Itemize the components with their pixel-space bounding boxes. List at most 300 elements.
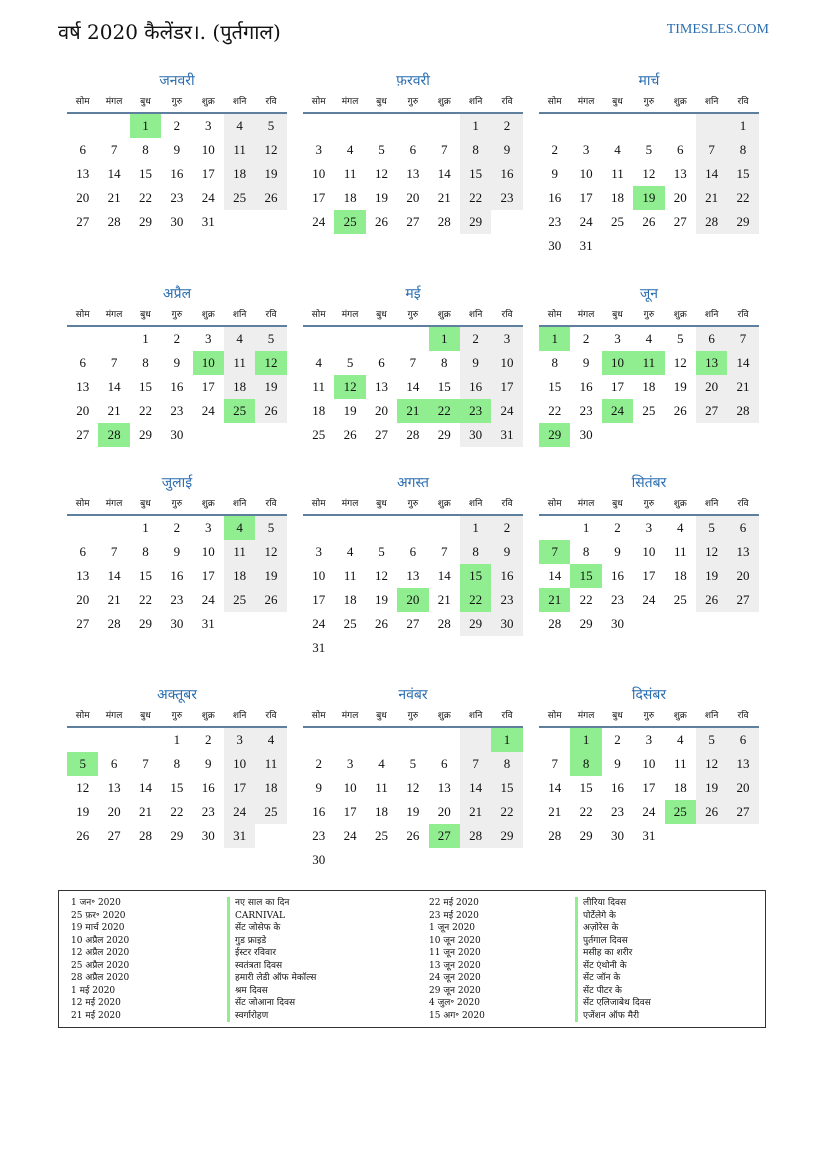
empty-cell — [67, 728, 98, 752]
weekday-label: बुध — [612, 97, 623, 107]
weekday-label: बुध — [140, 711, 151, 721]
day-cell: 27 — [76, 616, 90, 631]
day-cell: 27 — [76, 214, 90, 229]
weekday-header — [303, 305, 523, 327]
day-cell: 1 — [460, 516, 491, 540]
day-cell: 16 — [460, 375, 491, 399]
day-cell: 4 — [224, 114, 255, 138]
weekday-label: सोम — [75, 499, 90, 509]
day-cell: 4 — [378, 756, 385, 771]
weekday-label: रवि — [501, 711, 513, 721]
day-cell: 8 — [460, 138, 491, 162]
day-cell: 8 — [582, 544, 590, 559]
day-cell: 9 — [173, 355, 181, 370]
empty-cell — [397, 848, 428, 872]
day-cell: 21 — [460, 800, 491, 824]
day-cell: 21 — [437, 592, 451, 607]
legend-date: 10 जून 2020 — [429, 935, 481, 946]
day-cell: 27 — [374, 427, 388, 442]
weekday-label: बुध — [376, 499, 387, 509]
day-cell: 20 — [696, 375, 727, 399]
empty-cell — [397, 636, 428, 660]
day-cell: 5 — [645, 142, 653, 157]
day-cell: 14 — [138, 780, 152, 795]
month-block — [539, 472, 759, 636]
weekday-label: शुक्र — [201, 499, 215, 509]
day-cell: 23 — [312, 828, 326, 843]
month-name: जून — [639, 286, 659, 302]
day-cell: 24 — [312, 616, 326, 631]
day-cell: 28 — [107, 616, 121, 631]
weekday-label: रवि — [737, 711, 749, 721]
day-cell: 2 — [173, 520, 181, 535]
legend-date: 1 जन॰ 2020 — [71, 898, 121, 908]
day-cell: 29 — [437, 427, 451, 442]
day-cell: 24 — [201, 592, 215, 607]
day-cell: 6 — [79, 355, 86, 370]
day-cell: 25 — [343, 616, 357, 631]
day-cell: 28 — [460, 824, 491, 848]
day-cell: 17 — [642, 568, 656, 583]
empty-cell — [491, 210, 522, 234]
site-link[interactable]: TIMESLES.COM — [666, 22, 769, 37]
day-grid — [539, 327, 759, 447]
day-cell: 11 — [343, 568, 357, 583]
day-cell: 22 — [138, 403, 152, 418]
legend-holiday-name: पुर्तगाल दिवस — [575, 935, 651, 948]
day-cell: 21 — [696, 186, 727, 210]
day-cell: 18 — [224, 564, 255, 588]
day-grid — [67, 728, 287, 848]
weekday-label: मंगल — [105, 499, 123, 509]
day-cell: 6 — [79, 544, 86, 559]
day-cell: 25 — [224, 588, 255, 612]
day-cell: 23 — [491, 186, 522, 210]
holiday-day-cell: 4 — [224, 516, 255, 540]
day-cell: 18 — [343, 592, 357, 607]
holiday-day-cell: 21 — [539, 588, 570, 612]
empty-cell — [696, 612, 727, 636]
day-cell: 21 — [107, 592, 121, 607]
empty-cell — [397, 114, 428, 138]
day-cell: 5 — [378, 544, 385, 559]
weekday-label: गुरु — [407, 310, 419, 320]
day-cell: 2 — [205, 732, 212, 747]
day-cell: 10 — [201, 544, 215, 559]
holiday-day-cell: 29 — [539, 423, 570, 447]
weekday-label: गुरु — [171, 499, 183, 509]
weekday-label: रवि — [501, 499, 513, 509]
day-cell: 29 — [727, 210, 758, 234]
empty-cell — [429, 848, 460, 872]
weekday-label: गुरु — [643, 499, 655, 509]
day-cell: 31 — [491, 423, 522, 447]
day-cell: 7 — [110, 355, 118, 370]
empty-cell — [334, 848, 365, 872]
day-cell: 8 — [142, 544, 149, 559]
legend-date: 12 अप्रैल 2020 — [71, 948, 130, 958]
day-cell: 9 — [315, 780, 322, 795]
day-cell: 13 — [727, 540, 758, 564]
day-cell: 24 — [579, 214, 593, 229]
legend-holiday-name: अज़ोरेस के — [575, 922, 651, 935]
day-cell: 28 — [437, 616, 451, 631]
day-cell: 9 — [491, 540, 522, 564]
weekday-label: शुक्र — [201, 97, 215, 107]
holiday-day-cell: 13 — [696, 351, 727, 375]
day-cell: 13 — [406, 568, 420, 583]
day-cell: 20 — [673, 190, 687, 205]
day-cell: 19 — [696, 564, 727, 588]
legend-holiday-name: नए साल का दिन — [227, 897, 316, 910]
empty-cell — [429, 728, 460, 752]
weekday-header — [539, 494, 759, 516]
day-cell: 6 — [677, 142, 684, 157]
empty-cell — [67, 327, 98, 351]
day-cell: 12 — [76, 780, 90, 795]
day-cell: 3 — [346, 756, 354, 771]
day-cell: 7 — [696, 138, 727, 162]
day-cell: 13 — [673, 166, 687, 181]
weekday-header — [303, 706, 523, 728]
day-cell: 11 — [224, 351, 255, 375]
day-cell: 15 — [460, 162, 491, 186]
day-cell: 28 — [548, 616, 562, 631]
day-cell: 6 — [696, 327, 727, 351]
empty-cell — [633, 612, 664, 636]
weekday-label: सोम — [547, 310, 562, 320]
day-cell: 11 — [224, 138, 255, 162]
weekday-label: रवि — [501, 310, 513, 320]
day-cell: 29 — [579, 828, 593, 843]
empty-cell — [665, 824, 696, 848]
weekday-label: सोम — [75, 711, 90, 721]
day-cell: 17 — [491, 375, 522, 399]
day-cell: 2 — [173, 118, 181, 133]
empty-cell — [224, 210, 255, 234]
page-title: वर्ष 2020 कैलेंडर।. (पुर्तगाल) — [58, 20, 281, 44]
day-cell: 20 — [406, 190, 420, 205]
day-cell: 27 — [406, 214, 420, 229]
day-cell: 8 — [142, 355, 149, 370]
legend-holiday-name: सेंट जॉन के — [575, 972, 651, 985]
day-grid — [303, 327, 523, 447]
holiday-day-cell: 1 — [570, 728, 601, 752]
day-cell: 14 — [548, 568, 562, 583]
day-cell: 9 — [551, 166, 558, 181]
empty-cell — [491, 848, 522, 872]
day-cell: 6 — [409, 142, 417, 157]
day-cell: 5 — [378, 142, 385, 157]
day-cell: 17 — [579, 190, 593, 205]
day-cell: 14 — [437, 568, 451, 583]
weekday-label: बुध — [612, 310, 623, 320]
day-cell: 16 — [170, 166, 184, 181]
holiday-day-cell: 8 — [570, 752, 601, 776]
month-block — [539, 283, 759, 447]
day-cell: 29 — [138, 616, 152, 631]
empty-cell — [665, 234, 696, 258]
weekday-label: बुध — [140, 97, 151, 107]
day-cell: 30 — [610, 828, 624, 843]
day-cell: 4 — [614, 142, 621, 157]
day-cell: 2 — [173, 331, 181, 346]
day-cell: 10 — [642, 544, 656, 559]
day-cell: 21 — [727, 375, 758, 399]
day-cell: 30 — [170, 427, 184, 442]
day-cell: 12 — [406, 780, 420, 795]
empty-cell — [727, 612, 758, 636]
empty-cell — [98, 516, 129, 540]
day-cell: 20 — [107, 804, 121, 819]
weekday-label: मंगल — [105, 97, 123, 107]
empty-cell — [696, 114, 727, 138]
empty-cell — [397, 728, 428, 752]
weekday-label: शुक्र — [437, 97, 451, 107]
holiday-day-cell: 28 — [98, 423, 129, 447]
holiday-day-cell: 25 — [665, 800, 696, 824]
weekday-label: मंगल — [341, 711, 359, 721]
weekday-label: शुक्र — [673, 711, 687, 721]
day-cell: 17 — [201, 166, 215, 181]
day-cell: 2 — [551, 142, 558, 157]
day-cell: 13 — [76, 379, 90, 394]
day-cell: 30 — [491, 612, 522, 636]
day-cell: 8 — [173, 756, 181, 771]
day-grid — [67, 114, 287, 234]
day-cell: 25 — [673, 592, 687, 607]
weekday-label: गुरु — [407, 97, 419, 107]
empty-cell — [665, 114, 696, 138]
day-cell: 5 — [696, 516, 727, 540]
day-cell: 30 — [170, 616, 184, 631]
legend-date: 22 मई 2020 — [429, 898, 479, 908]
day-cell: 17 — [343, 804, 357, 819]
day-cell: 10 — [491, 351, 522, 375]
day-cell: 30 — [460, 423, 491, 447]
day-cell: 16 — [170, 568, 184, 583]
holiday-day-cell: 25 — [334, 210, 365, 234]
empty-cell — [193, 423, 224, 447]
legend-holiday-name: सेंट पीटर के — [575, 985, 651, 998]
day-grid — [539, 114, 759, 258]
weekday-label: मंगल — [577, 711, 595, 721]
empty-cell — [696, 423, 727, 447]
weekday-label: सोम — [311, 310, 326, 320]
day-cell: 24 — [312, 214, 326, 229]
weekday-label: शुक्र — [673, 499, 687, 509]
weekday-label: मंगल — [105, 310, 123, 320]
weekday-label: शुक्र — [437, 711, 451, 721]
weekday-label: शनि — [704, 97, 719, 107]
month-name: जुलाई — [161, 475, 193, 491]
day-cell: 7 — [441, 544, 448, 559]
day-cell: 10 — [642, 756, 656, 771]
empty-cell — [334, 114, 365, 138]
month-block — [303, 70, 523, 234]
day-cell: 9 — [173, 544, 181, 559]
weekday-label: बुध — [140, 499, 151, 509]
weekday-label: शनि — [704, 310, 719, 320]
empty-cell — [633, 234, 664, 258]
day-cell: 19 — [255, 564, 286, 588]
day-cell: 18 — [374, 804, 388, 819]
day-cell: 28 — [727, 399, 758, 423]
weekday-label: रवि — [265, 711, 277, 721]
day-cell: 24 — [224, 800, 255, 824]
day-cell: 9 — [491, 138, 522, 162]
day-cell: 8 — [491, 752, 522, 776]
day-cell: 21 — [107, 403, 121, 418]
day-cell: 19 — [374, 592, 388, 607]
day-cell: 15 — [138, 379, 152, 394]
empty-cell — [98, 114, 129, 138]
day-cell: 6 — [409, 544, 417, 559]
month-block — [303, 283, 523, 447]
day-cell: 29 — [491, 824, 522, 848]
legend-date: 11 जून 2020 — [429, 948, 481, 958]
weekday-label: मंगल — [577, 499, 595, 509]
holiday-day-cell: 11 — [633, 351, 664, 375]
legend-date: 21 मई 2020 — [71, 1010, 121, 1021]
day-cell: 13 — [437, 780, 451, 795]
day-grid — [67, 516, 287, 636]
day-cell: 6 — [441, 756, 448, 771]
day-cell: 5 — [255, 114, 286, 138]
day-cell: 2 — [460, 327, 491, 351]
empty-cell — [696, 824, 727, 848]
legend-dates-column — [71, 897, 129, 1022]
day-cell: 16 — [312, 804, 326, 819]
weekday-label: शनि — [704, 499, 719, 509]
holiday-day-cell: 12 — [334, 375, 365, 399]
weekday-label: मंगल — [577, 97, 595, 107]
day-cell: 26 — [255, 186, 286, 210]
day-cell: 9 — [205, 756, 212, 771]
weekday-label: मंगल — [341, 499, 359, 509]
day-cell: 2 — [582, 331, 590, 346]
day-cell: 25 — [224, 186, 255, 210]
holiday-day-cell: 15 — [460, 564, 491, 588]
day-cell: 10 — [343, 780, 357, 795]
legend-holiday-name: स्वर्गारोहण — [227, 1010, 316, 1023]
holiday-day-cell: 7 — [539, 540, 570, 564]
weekday-label: शुक्र — [437, 499, 451, 509]
day-cell: 28 — [138, 828, 152, 843]
empty-cell — [633, 114, 664, 138]
empty-cell — [727, 824, 758, 848]
legend-date: 1 मई 2020 — [71, 985, 116, 996]
holiday-day-cell: 19 — [633, 186, 664, 210]
day-cell: 7 — [110, 544, 118, 559]
day-cell: 8 — [441, 355, 448, 370]
day-cell: 31 — [224, 824, 255, 848]
legend-holiday-name: एजेंशन ऑफ मैरी — [575, 1010, 651, 1023]
weekday-label: शुक्र — [437, 310, 451, 320]
weekday-label: सोम — [311, 499, 326, 509]
day-cell: 12 — [696, 540, 727, 564]
weekday-label: गुरु — [643, 310, 655, 320]
holiday-day-cell: 12 — [255, 351, 286, 375]
legend-date: 12 मई 2020 — [71, 998, 121, 1008]
legend-date: 25 फ़र॰ 2020 — [71, 910, 126, 921]
weekday-label: शनि — [232, 310, 247, 320]
weekday-label: गुरु — [171, 97, 183, 107]
weekday-label: रवि — [265, 310, 277, 320]
day-cell: 29 — [579, 616, 593, 631]
legend-date: 25 अप्रैल 2020 — [71, 960, 130, 971]
legend-holiday-name: सेंट एलिजाबेथ दिवस — [575, 997, 651, 1010]
weekday-label: रवि — [265, 97, 277, 107]
weekday-label: शुक्र — [201, 310, 215, 320]
day-cell: 26 — [642, 214, 656, 229]
day-cell: 19 — [696, 776, 727, 800]
day-cell: 21 — [138, 804, 152, 819]
empty-cell — [539, 114, 570, 138]
day-cell: 18 — [673, 568, 687, 583]
day-cell: 12 — [642, 166, 656, 181]
month-name: अप्रैल — [162, 286, 192, 302]
day-cell: 30 — [579, 427, 593, 442]
day-cell: 2 — [614, 732, 621, 747]
day-cell: 16 — [548, 190, 562, 205]
empty-cell — [366, 636, 397, 660]
empty-cell — [303, 516, 334, 540]
day-cell: 4 — [677, 732, 684, 747]
weekday-header — [539, 706, 759, 728]
holiday-day-cell: 27 — [429, 824, 460, 848]
holiday-day-cell: 5 — [67, 752, 98, 776]
empty-cell — [491, 636, 522, 660]
weekday-header — [539, 305, 759, 327]
day-cell: 19 — [406, 804, 420, 819]
empty-cell — [366, 728, 397, 752]
day-cell: 12 — [374, 568, 388, 583]
day-cell: 20 — [727, 564, 758, 588]
day-cell: 14 — [727, 351, 758, 375]
day-cell: 22 — [138, 190, 152, 205]
day-cell: 19 — [255, 162, 286, 186]
day-cell: 11 — [673, 544, 687, 559]
month-block — [303, 472, 523, 660]
weekday-label: सोम — [75, 310, 90, 320]
day-cell: 20 — [76, 592, 90, 607]
weekday-header — [67, 305, 287, 327]
legend-holiday-name: हमारी लेडी ऑफ मेकॉल्स — [227, 972, 316, 985]
empty-cell — [255, 210, 286, 234]
day-cell: 31 — [642, 828, 656, 843]
day-cell: 5 — [696, 728, 727, 752]
holiday-day-cell: 21 — [397, 399, 428, 423]
holiday-day-cell: 1 — [491, 728, 522, 752]
weekday-label: गुरु — [407, 499, 419, 509]
weekday-label: रवि — [265, 499, 277, 509]
empty-cell — [665, 612, 696, 636]
day-cell: 26 — [374, 616, 388, 631]
legend-holiday-name: सेंट जोआना दिवस — [227, 997, 316, 1010]
day-cell: 5 — [255, 516, 286, 540]
day-cell: 15 — [138, 166, 152, 181]
day-cell: 1 — [142, 520, 149, 535]
legend-date: 19 मार्च 2020 — [71, 923, 125, 933]
weekday-label: शुक्र — [673, 97, 687, 107]
day-cell: 6 — [378, 355, 385, 370]
day-grid — [539, 728, 759, 848]
day-cell: 11 — [312, 379, 325, 394]
day-cell: 14 — [460, 776, 491, 800]
day-cell: 8 — [142, 142, 149, 157]
day-cell: 11 — [611, 166, 624, 181]
